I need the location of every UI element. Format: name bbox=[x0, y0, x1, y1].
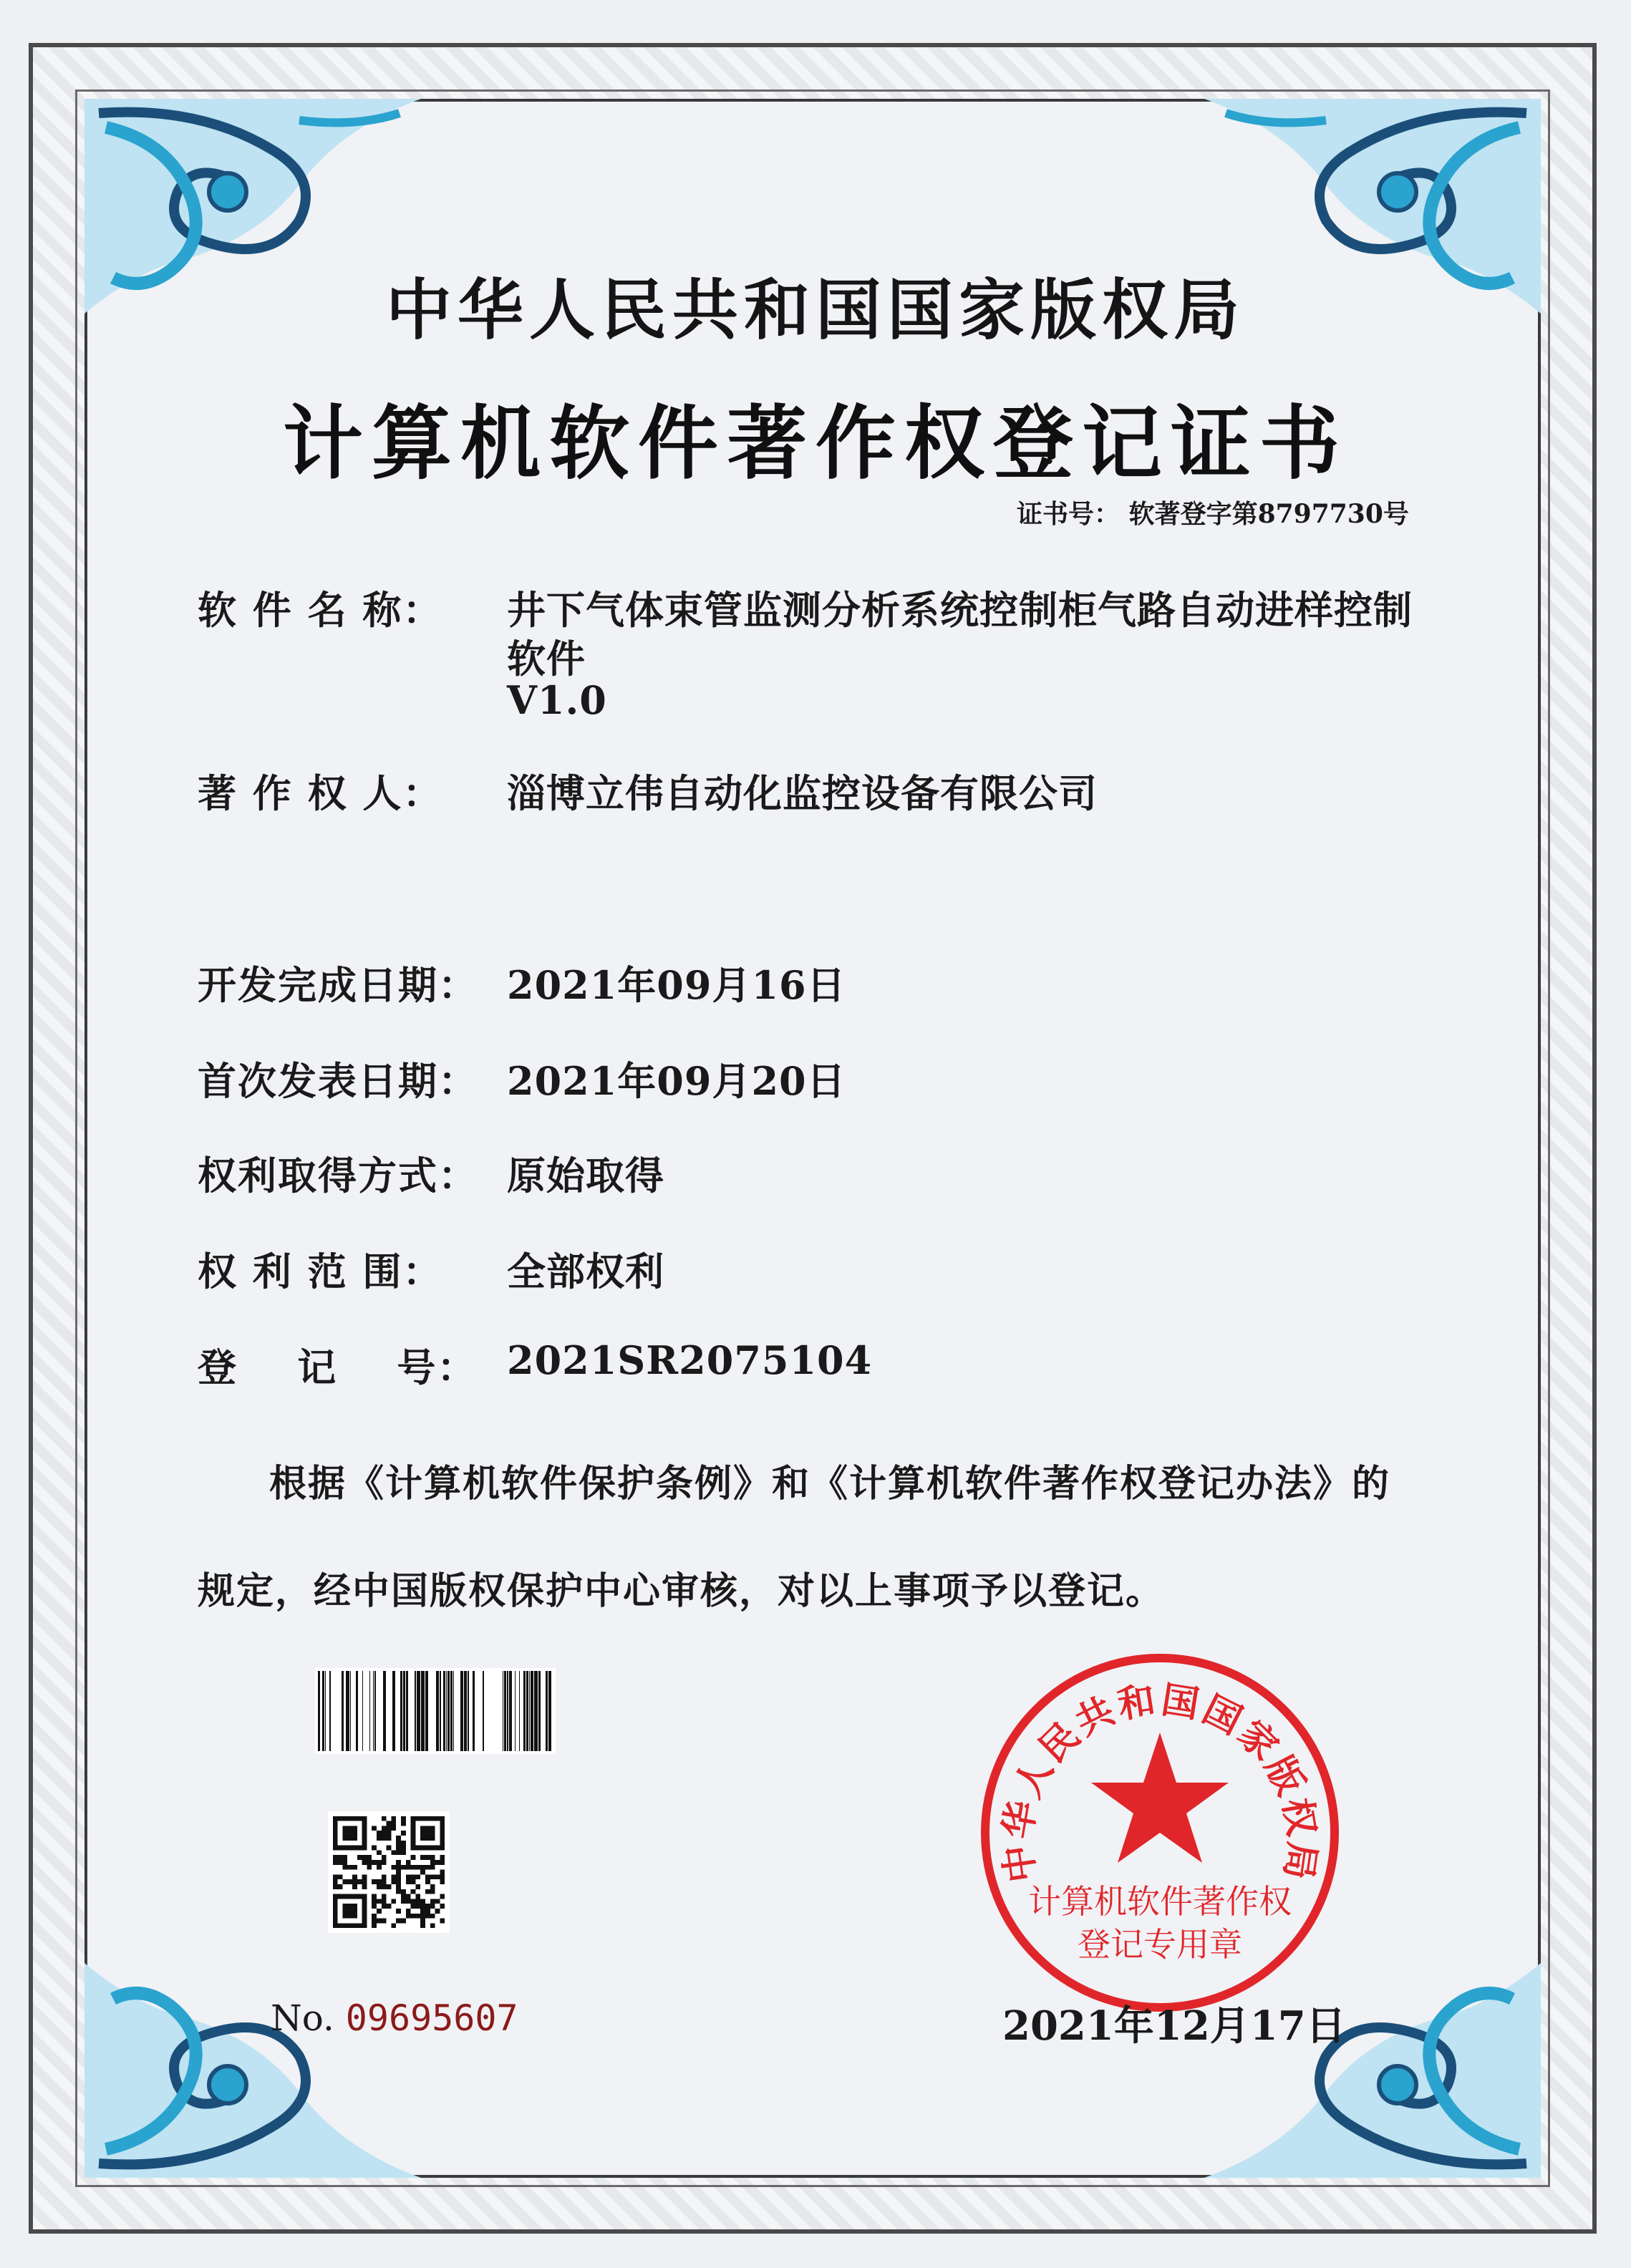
software-name-line1: 井下气体束管监测分析系统控制柜气路自动进样控制 bbox=[507, 587, 1413, 633]
pub-date-value: 2021年09月20日 bbox=[507, 1058, 846, 1104]
software-name-line2: 软件 bbox=[507, 636, 586, 682]
software-name-label: 软 件 名 称： bbox=[198, 587, 443, 633]
issuing-authority-title: 中华人民共和国国家版权局 bbox=[385, 272, 1245, 349]
official-red-seal bbox=[974, 1647, 1346, 2019]
registration-number-value: 2021SR2075104 bbox=[507, 1337, 873, 1383]
qr-code-image bbox=[328, 1811, 450, 1933]
serial-number-prefix: No. bbox=[271, 1997, 334, 2039]
corner-ornament-bottom-left bbox=[84, 1963, 421, 2178]
legal-basis-line1: 根据《计算机软件保护条例》和《计算机软件著作权登记办法》的 bbox=[269, 1462, 1391, 1506]
dev-date-label: 开发完成日期： bbox=[198, 962, 478, 1008]
issue-date: 2021年12月17日 bbox=[1002, 2002, 1346, 2050]
serial-number-value: 09695607 bbox=[345, 1997, 518, 2039]
seal-line1: 计算机软件著作权 bbox=[1028, 1882, 1292, 1921]
acquire-method-label: 权利取得方式： bbox=[198, 1153, 478, 1198]
barcode-image bbox=[315, 1668, 556, 1754]
owner-label: 著 作 权 人： bbox=[198, 770, 443, 816]
owner-value: 淄博立伟自动化监控设备有限公司 bbox=[507, 770, 1098, 816]
certificate-number-label: 证书号： bbox=[1017, 499, 1121, 529]
acquire-method-value: 原始取得 bbox=[507, 1153, 664, 1198]
certificate-number-value: 软著登字第8797730号 bbox=[1128, 499, 1409, 529]
dev-date-value: 2021年09月16日 bbox=[507, 962, 846, 1008]
seal-ring-text: 中华人民共和国国家版权局 bbox=[996, 1678, 1324, 1886]
registration-number-label: 登 记 号： bbox=[198, 1344, 478, 1390]
certificate-number bbox=[1017, 494, 1409, 530]
legal-basis-line2: 规定，经中国版权保护中心审核，对以上事项予以登记。 bbox=[198, 1569, 1165, 1613]
seal-line2: 登记专用章 bbox=[1078, 1925, 1242, 1964]
rights-scope-value: 全部权利 bbox=[507, 1249, 664, 1294]
software-version: V1.0 bbox=[507, 677, 607, 723]
certificate-title: 计算机软件著作权登记证书 bbox=[283, 397, 1348, 490]
pub-date-label: 首次发表日期： bbox=[198, 1058, 478, 1104]
rights-scope-label: 权 利 范 围： bbox=[198, 1249, 443, 1294]
serial-number bbox=[271, 1997, 518, 2039]
